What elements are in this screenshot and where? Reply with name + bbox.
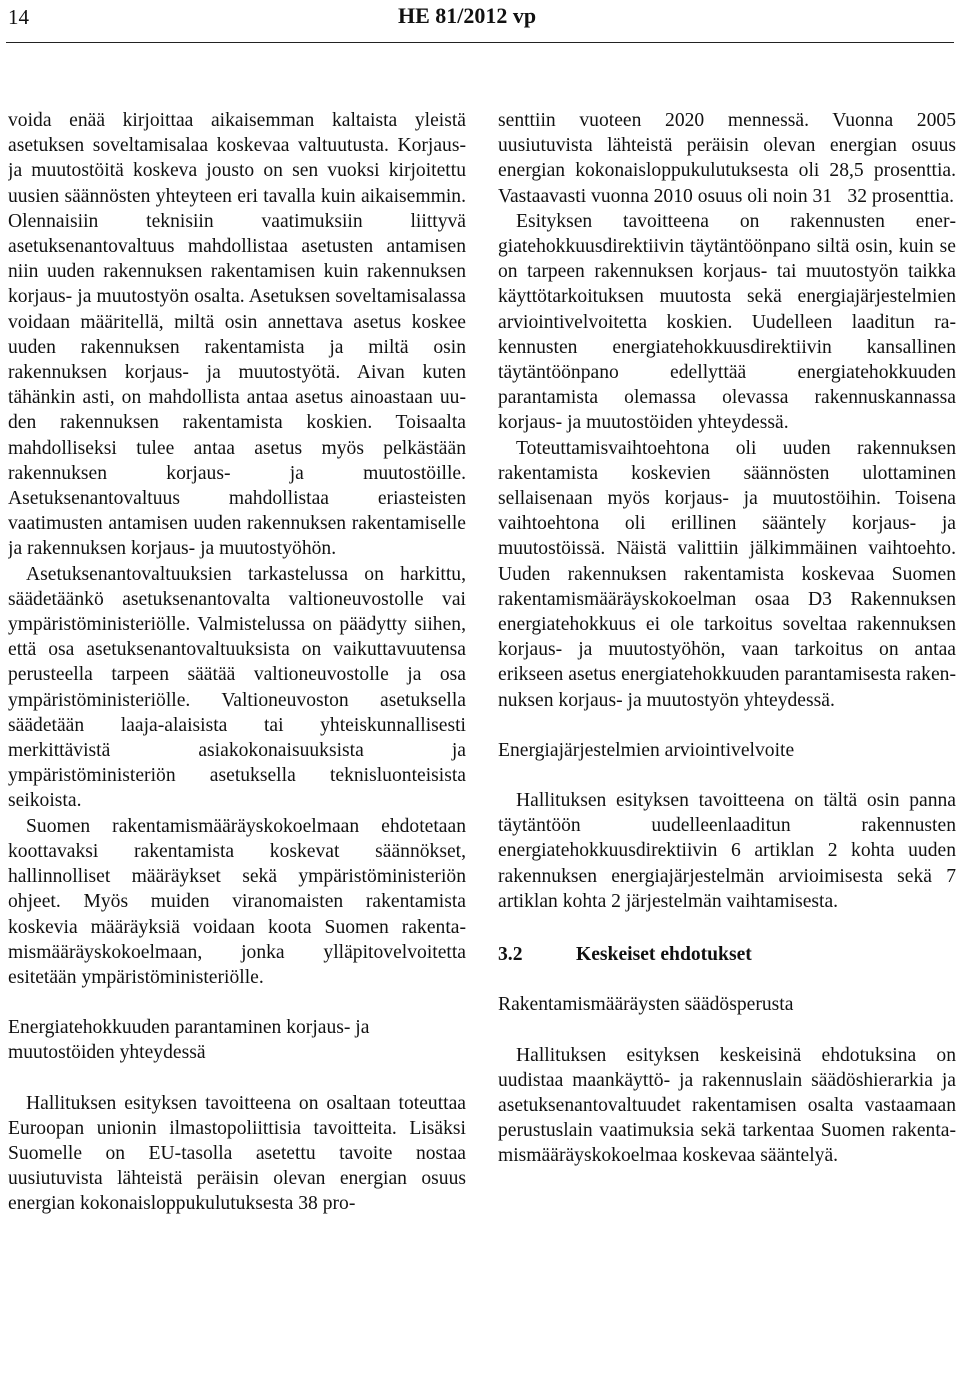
section-number: 3.2 [498,944,523,966]
section-heading [498,942,956,967]
paragraph: Toteuttamisvaihtoehtona oli uuden rakennuksen rakentamista koskevien säännösten ulottaminen sellaisenaan myös korjaus- ja muutostöihin. Toisena vaihtoehtona oli erillinen sääntely korjaus- ja muutostöissä. Näistä valittiin jälkimmäinen vaihtoehto. Uuden rakennuksen rakentamista koskevaa Suomen rakentamismääräyskokoelman osaa D3 Rakennuksen energiatehokkuus ei ole tarkoitus soveltaa rakennuksen korjaus- ja muutostyöhön, vaan tarkoitus on antaa erikseen asetus energiatehokkuuden parantamisesta rakennuksen korjaus- ja muutostyön yhteydessä. [498,437,956,711]
paragraph: Esityksen tavoitteena on rakennusten energiatehokkuusdirektiivin täytäntöönpano siltä osin, kuin se on tarpeen rakennuksen korjaus- tai muutostyön taikka käyttötarkoituksen muutosta sekä energiajärjestelmien arviointivelvoitetta koskien. Uudelleen laaditun rakennusten energiatehokkuusdirektiivin kansallinen täytäntöönpano edellyttää energiatehokkuuden parantamista olemassa olevassa rakennuskannassa korjaus- ja muutostöiden yhteydessä. [498,210,956,434]
page-number: 14 [8,5,29,29]
paragraph: Asetuksenantovaltuuksien tarkastelussa on harkittu, säädetäänkö asetuksenantovalta valtioneuvostolle vai ympäristöministeriölle. Valmistelussa on päädytty siihen, että osa asetuksenantovaltuuksista on vaikuttavuutensa perusteella tarpeen säätää valtioneuvostolle ja osa ympäristöministeriölle. Valtioneuvoston asetuksella säädetään laaja-alaisista tai yhteiskunnallisesti merkittävistä asiakokonaisuuksista ja ympäristöministeriön asetuksella teknisluonteisista seikoista. [8,563,466,812]
subheading: Rakentamismääräysten säädösperusta [498,994,794,1016]
left-column [8,108,466,1388]
subheading: Energiatehokkuuden parantaminen korjaus- ja muutostöiden yhteydessä [8,1017,370,1064]
paragraph: Hallituksen esityksen tavoitteena on osaltaan toteuttaa Euroopan unionin ilmastopoliittisia tavoitteita. Lisäksi Suomelle on EU-tasolla asetettu tavoite nostaa uusiutuvista lähteistä peräisin olevan energian osuus energian kokonaisloppukulutuksesta 38 pro- [8,1092,466,1215]
paragraph: Suomen rakentamismääräyskokoelmaan ehdotetaan koottavaksi rakentamista koskevat säännökset, hallinnolliset määräykset sekä ympäristöministeriön ohjeet. Myös muiden viranomaisten rakentamista koskevia määräyksiä voidaan koota Suomen rakentamismääräyskokoelmaan, jonka ylläpitovelvoitetta esitetään ympäristöministeriölle. [8,815,466,988]
document-id: HE 81/2012 vp [398,3,537,28]
right-column [498,108,956,1388]
paragraph: Hallituksen esityksen keskeisinä ehdotuksina on uudistaa maankäyttö- ja rakennuslain säädöshierarkia ja asetuksenantovaltuudet rakentamisen osalta vastaamaan perustuslain vaatimuksia sekä tarkentaa Suomen rakentamismääräyskokoelmaa koskevaa sääntelyä. [498,1044,956,1167]
page-header [0,0,960,40]
paragraph: senttiin vuoteen 2020 mennessä. Vuonna 2005 uusiutuvista lähteistä peräisin olevan energian osuus energian kokonaisloppukulutuksesta oli 28,5 prosenttia. Vastaavasti vuonna 2010 osuus oli noin 31 32 prosenttia. [498,110,956,207]
subheading: Energiajärjestelmien arviointivelvoite [498,739,795,761]
paragraph: voida enää kirjoittaa aikaisemman kaltaista yleistä asetuksen soveltamisalaa koskevaa valtuutusta. Korjaus- ja muutostöitä koskeva jousto on sen vuoksi kirjoitettu uusien säännösten yhteyteen eri tavalla kuin aikaisemmin. Olennaisiin teknisiin vaatimuksiin liittyvä asetuksenantovaltuus mahdollistaa asetusten antamisen niin uuden rakennuksen rakentamisen kuin rakennuksen korjaus- ja muutostyön osalta. Asetuksen soveltamisalassa voidaan määritellä, miltä osin annettava asetus koskee uuden rakennuksen rakentamista ja miltä osin rakennuksen korjaus- ja muutostyötä. Aivan kuten tähänkin asti, on mahdollista antaa asetus ainoastaan uuden rakennuksen rakentamista koskien. Toisaalta mahdolliseksi tulee antaa asetus myös pelkästään rakennuksen korjaus- ja muutostöille. Asetuksenantovaltuus mahdollistaa eriasteisten vaatimusten antamisen uuden rakennuksen rakentamiselle ja rakennuksen korjaus- ja muutostyöhön. [8,110,466,560]
section-title: Keskeiset ehdotukset [576,944,752,966]
header-rule [6,42,954,43]
paragraph: Hallituksen esityksen tavoitteena on tältä osin panna täytäntöön uudelleenlaaditun rakennusten energiatehokkuusdirektiivin 6 artiklan 2 kohta uuden rakennuksen energiajärjestelmän arvioimisesta sekä 7 artiklan kohta 2 järjestelmän vaihtamisesta. [498,790,956,912]
